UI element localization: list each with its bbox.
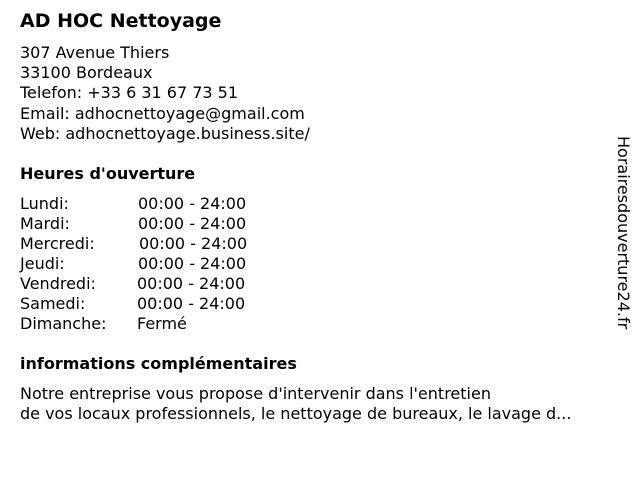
- time-value: 00:00 - 24:00: [138, 214, 247, 233]
- hours-row-tuesday: [20, 214, 280, 234]
- time-value: 00:00 - 24:00: [138, 254, 247, 273]
- hours-row-thursday: [20, 254, 280, 274]
- hours-row-monday: [20, 194, 280, 214]
- day-label: Lundi:: [20, 194, 69, 213]
- day-label: Dimanche:: [20, 314, 107, 333]
- hours-row-sunday: [20, 314, 280, 334]
- description-line-2: de vos locaux professionnels, le nettoyage de bureaux, le lavage d...: [20, 404, 572, 424]
- hours-row-friday: [20, 274, 280, 294]
- additional-info-heading: informations complémentaires: [20, 354, 297, 373]
- time-value: 00:00 - 24:00: [137, 294, 246, 313]
- site-watermark: Horairesdouverture24.fr: [614, 136, 633, 330]
- description-line-1: Notre entreprise vous propose d'intervenir dans l'entretien: [20, 384, 491, 403]
- email-line: Email: adhocnettoyage@gmail.com: [20, 103, 305, 123]
- business-name: AD HOC Nettoyage: [20, 10, 222, 32]
- time-value: 00:00 - 24:00: [137, 274, 246, 293]
- day-label: Mercredi:: [20, 234, 95, 253]
- hours-row-saturday: [20, 294, 280, 314]
- time-value: Fermé: [137, 314, 187, 333]
- opening-hours-table: [20, 194, 280, 334]
- address-street: 307 Avenue Thiers: [20, 43, 170, 62]
- time-value: 00:00 - 24:00: [138, 194, 247, 213]
- additional-info-text: [20, 384, 571, 424]
- time-value: 00:00 - 24:00: [139, 234, 248, 253]
- day-label: Samedi:: [20, 294, 86, 313]
- day-label: Mardi:: [20, 214, 70, 233]
- phone-line: Telefon: +33 6 31 67 73 51: [20, 83, 239, 103]
- day-label: Vendredi:: [20, 274, 96, 293]
- opening-hours-heading: Heures d'ouverture: [20, 164, 196, 183]
- address-city: 33100 Bordeaux: [20, 63, 153, 83]
- hours-row-wednesday: [20, 234, 280, 254]
- website-line: Web: adhocnettoyage.business.site/: [20, 123, 310, 143]
- day-label: Jeudi:: [20, 254, 65, 273]
- contact-block: [20, 43, 310, 144]
